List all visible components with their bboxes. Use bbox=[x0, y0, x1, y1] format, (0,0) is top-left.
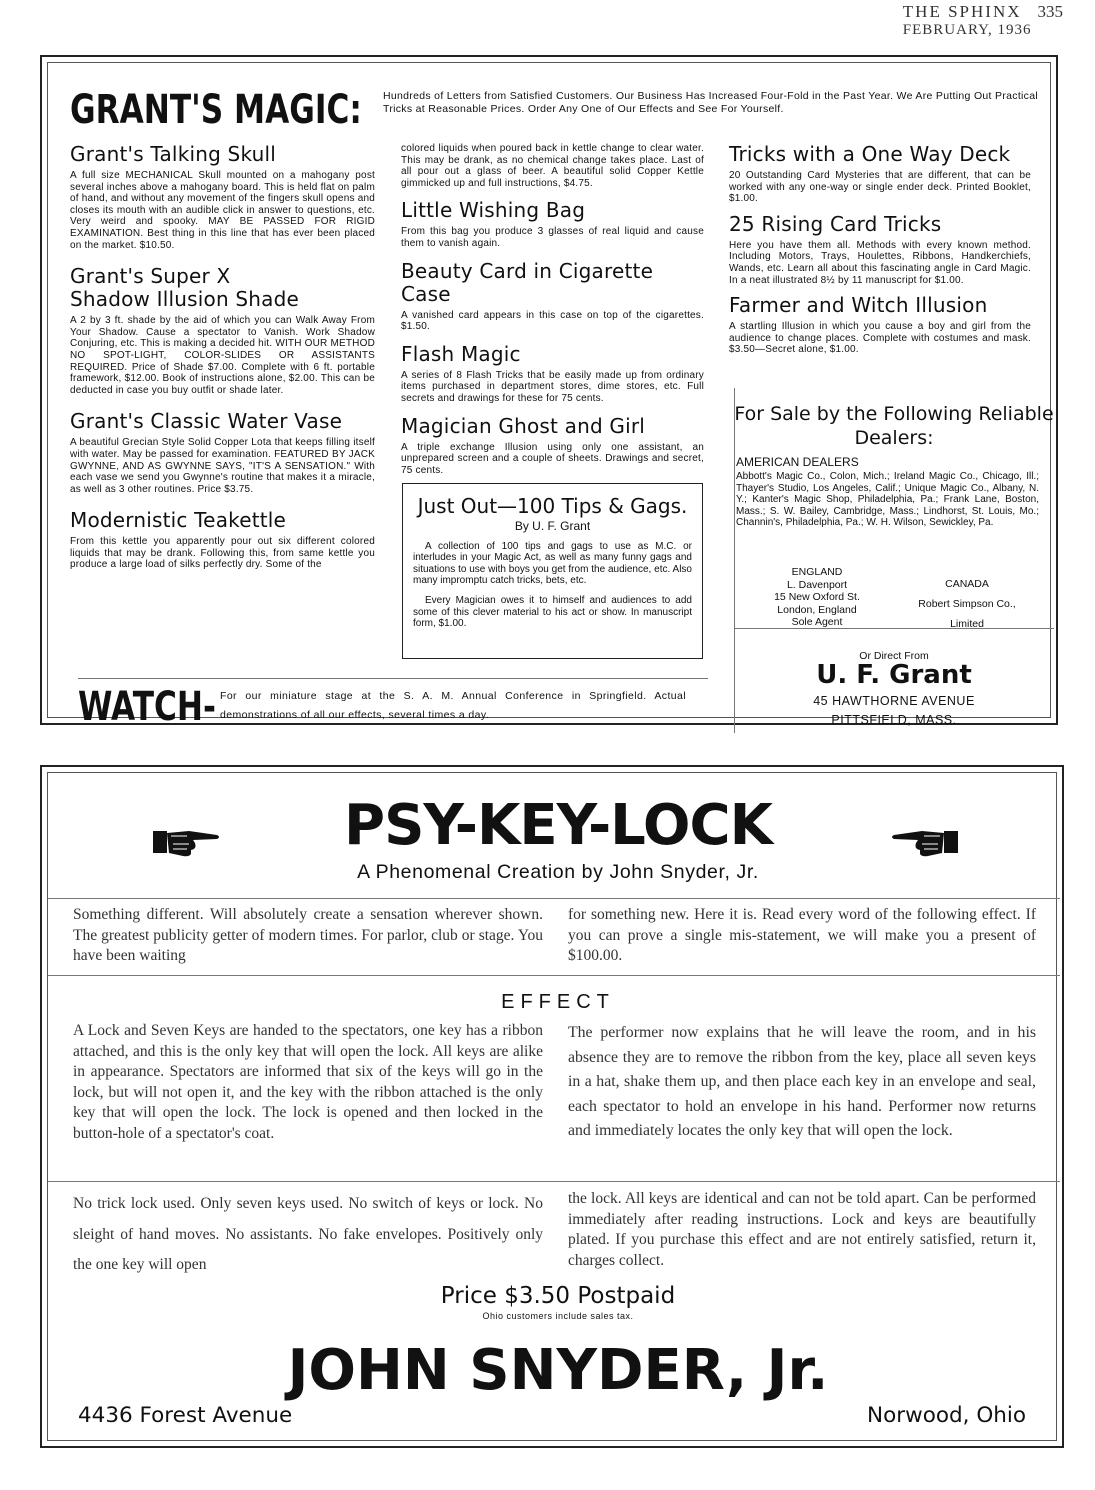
grant-column-2 bbox=[401, 143, 704, 478]
water-vase-title: Grant's Classic Water Vase bbox=[70, 409, 343, 434]
effect-left-text: A Lock and Seven Keys are handed to the spectators, one key has a ribbon attached, and this is the only key that will open the lock. All keys are alike in appearance. Spectators are informed that six of the keys will go in the lock, but will not open it, and the key with the ribbon attached is the only key that will open the lock. The lock is opened and then locked in the button-hole of a spectator's coat. bbox=[73, 1022, 543, 1142]
john-snyder-name: JOHN SNYDER, Jr. bbox=[287, 1338, 829, 1403]
grant-street: 45 HAWTHORNE AVENUE bbox=[813, 694, 975, 708]
beauty-card-title: Beauty Card in Cigarette Case bbox=[401, 258, 654, 306]
one-way-deck-title: Tricks with a One Way Deck bbox=[729, 142, 1011, 166]
rising-card-text: Here you have them all. Methods with every known method. Including Motors, Trays, Houlettes, Ribbons, Handkerchiefs, Wands, etc. Learn all about this fascinating angle in Card Magic. In a neat illustrated 8½ by 11 manuscript for $1.00. bbox=[729, 239, 1031, 286]
watch-text: For our miniature stage at the S. A. M. Annual Conference in Springfield. Actual demonstrations of all our effects, several times a day. bbox=[220, 690, 686, 721]
grant-column-3 bbox=[729, 143, 1031, 358]
one-way-deck-text: 20 Outstanding Card Mysteries that are different, that can be worked with any one-way or single ender deck. Printed Booklet, $1.00. bbox=[729, 170, 1031, 205]
super-x-title-line1: Grant's Super X bbox=[70, 264, 231, 289]
england-dealer: ENGLAND L. Davenport 15 New Oxford St. London, England Sole Agent bbox=[774, 566, 860, 628]
rising-card-title: 25 Rising Card Tricks bbox=[729, 211, 942, 236]
dealers-heading: For Sale by the Following Reliable Dealers: bbox=[734, 403, 1054, 449]
farmer-witch-title: Farmer and Witch Illusion bbox=[729, 293, 988, 318]
super-x-text: A 2 by 3 ft. shade by the aid of which you can Walk Away From Your Shadow. Cause a spectator to Vanish. Work Shadow Conjuring, etc. This is making a decided hit. WITH OUR METHOD NO SPOT-LIGHT, COLOR-SLIDES OR ASSISTANTS REQUIRED. Price of Shade $7.00. Complete with 6 ft. portable framework, $12.00. Book of instructions alone, $2.00. This can be deducted in case you buy outfit or shade later. bbox=[70, 315, 375, 396]
teakettle-continued-text: colored liquids when poured back in kettle change to clear water. This may be drank, as no chemical change takes place. Last of all pour out a glass of beer. A beautiful solid Copper Kettle gimmicked up and full instructions, $4.75. bbox=[401, 143, 704, 189]
american-dealers-list: Abbott's Magic Co., Colon, Mich.; Ireland Magic Co., Chicago, Ill.; Thayer's Studio, Los Angeles, Calif.; Unique Magic Co., Albany, N. Y.; Kanter's Magic Shop, Philadelphia, Pa.; Frank Lane, Boston, Mass.; S. W. Bailey, Cambridge, Mass.; Lindhorst, St. Louis, Mo.; Channin's, Philadelphia, Pa.; W. H. Wilson, Sewickley, Pa. bbox=[736, 471, 1039, 529]
effect-divider bbox=[48, 1181, 1060, 1182]
grant-ad-inner-border bbox=[47, 62, 1054, 730]
farmer-witch-text: A startling Illusion in which you cause a boy and girl from the audience to change places. Complete with costumes and mask. $3.50—Secret alone, $1.00. bbox=[729, 321, 1031, 356]
flash-magic-text: A series of 8 Flash Tricks that be easily made up from ordinary items purchased in department stores, dime stores, etc. Full secrets and drawings for these for 75 cents. bbox=[401, 369, 704, 404]
details-right-text: the lock. All keys are identical and can not be told apart. Can be performed immediately after reading instructions. Lock and keys are beautifully plated. If you purchase this effect and are not entirely satisfied, return it, charges collect. bbox=[568, 1190, 1036, 1269]
grant-ad-intro: Hundreds of Letters from Satisfied Customers. Our Business Has Increased Four-Fold in the Past Year. We Are Putting Out Practical Tricks at Reasonable Prices. Order Any One of Our Effects and See For Yourself. bbox=[383, 90, 1038, 115]
issue-date: FEBRUARY, 1936 bbox=[902, 22, 1032, 38]
grant-name: U. F. Grant bbox=[816, 660, 972, 690]
tips-gags-byline: By U. F. Grant bbox=[514, 519, 591, 533]
psy-ad-inner-border bbox=[47, 772, 1057, 1441]
details-left-text: No trick lock used. Only seven keys used. No switch of keys or lock. No sleight of hand moves. No assistants. No fake envelopes. Positively only the one key will open bbox=[73, 1195, 543, 1273]
ghost-girl-title: Magician Ghost and Girl bbox=[401, 413, 646, 438]
price-note: Ohio customers include sales tax. bbox=[482, 1311, 634, 1321]
wishing-bag-text: From this bag you produce 3 glasses of real liquid and cause them to vanish again. bbox=[401, 226, 704, 249]
water-vase-text: A beautiful Grecian Style Solid Copper Lota that keeps filling itself with water. May be passed for examination. FEATURED BY JACK GWYNNE, AND AS GWYNNE SAYS, "IT'S A SENSATION." With each vase we send you Gwynne's routine that makes it a miracle, as well as 3 other routines. Price $3.75. bbox=[70, 437, 375, 495]
title-divider bbox=[48, 898, 1060, 899]
snyder-street-address: 4436 Forest Avenue bbox=[78, 1403, 293, 1428]
super-x-title-line2: Shadow Illusion Shade bbox=[70, 287, 300, 312]
intro-right-text: for something new. Here it is. Read every word of the following effect. If you can prove a single mis-statement, we will make you a present of $100.00. bbox=[568, 906, 1036, 964]
page-header bbox=[903, 2, 1063, 39]
price-line: Price $3.50 Postpaid bbox=[440, 1283, 676, 1309]
psy-key-lock-ad bbox=[40, 765, 1064, 1448]
effect-right-text: The performer now explains that he will leave the room, and in his absence they are to remove the ribbon from the key, place all seven keys in a hat, shake them up, and then place each key in an envelope and seal, each spectator to hold an envelope in his hand. Performer now returns and immediately locates the only key that will open the lock. bbox=[568, 1024, 1036, 1139]
american-dealers-heading: AMERICAN DEALERS bbox=[736, 455, 859, 469]
tips-gags-text-1: A collection of 100 tips and gags to use as M.C. or interludes in your Magic Act, as well as many funny gags and situations to use with boys you get from the audience, etc. Also many impromptu catch tricks, bets, etc. bbox=[413, 540, 692, 587]
effect-heading: EFFECT bbox=[501, 991, 615, 1013]
beauty-card-text: A vanished card appears in this case on top of the cigarettes. $1.50. bbox=[401, 309, 704, 333]
psy-key-lock-subtitle: A Phenomenal Creation by John Snyder, Jr. bbox=[357, 861, 759, 883]
ghost-girl-text: A triple exchange Illusion using only one assistant, an unprepared screen and a couple of sheets. Drawings and secret, 75 cents. bbox=[401, 441, 704, 476]
tips-gags-text-2: Every Magician owes it to himself and audiences to add some of this clever material to his act or show. In manuscript form, $1.00. bbox=[413, 594, 692, 630]
wishing-bag-title: Little Wishing Bag bbox=[401, 198, 586, 223]
grant-magic-ad bbox=[40, 55, 1058, 730]
teakettle-title: Modernistic Teakettle bbox=[70, 508, 287, 533]
watch-divider bbox=[78, 678, 708, 679]
talking-skull-title: Grant's Talking Skull bbox=[70, 142, 277, 166]
canada-dealer: CANADA Robert Simpson Co., Limited bbox=[918, 578, 1016, 630]
grant-city: PITTSFIELD, MASS. bbox=[831, 713, 957, 727]
snyder-city: Norwood, Ohio bbox=[867, 1403, 1026, 1428]
dealers-block bbox=[734, 388, 1054, 733]
intro-divider bbox=[48, 975, 1060, 976]
intro-left-text: Something different. Will absolutely create a sensation wherever shown. The greatest publicity getter of modern times. For parlor, club or stage. You have been waiting bbox=[73, 906, 543, 964]
psy-key-lock-title: PSY-KEY-LOCK bbox=[344, 793, 772, 858]
tips-gags-title: Just Out—100 Tips & Gags. bbox=[417, 494, 688, 518]
talking-skull-text: A full size MECHANICAL Skull mounted on a mahogany post several inches above a mahogany board. This is held flat on palm of hand, and without any movement of the fingers skull opens and closes its mouth with an audible click in answer to questions, etc. Very weird and spooky. MAY BE PASSED FOR RIGID EXAMINATION. Best thing in this line that has ever been placed on the market. $10.50. bbox=[70, 170, 375, 251]
page-number: 335 bbox=[1037, 2, 1063, 21]
teakettle-text: From this kettle you apparently pour out six different colored liquids that may be drank. Following this, from same kettle you produce a large load of silks perfectly dry. Some of the bbox=[70, 536, 375, 571]
direct-from-label: Or Direct From bbox=[859, 650, 929, 662]
grant-ad-title: GRANT'S MAGIC: bbox=[70, 87, 362, 133]
flash-magic-title: Flash Magic bbox=[401, 341, 521, 366]
tips-and-gags-box bbox=[402, 483, 703, 659]
journal-name: THE SPHINX bbox=[902, 2, 1022, 21]
direct-divider bbox=[734, 628, 1054, 629]
watch-heading: WATCH- bbox=[78, 684, 216, 730]
grant-column-1 bbox=[70, 143, 375, 573]
